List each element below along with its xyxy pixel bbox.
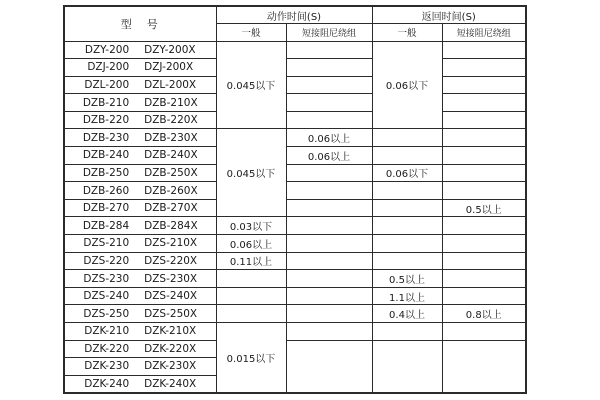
- model-name-right: DZB-220X: [144, 114, 198, 127]
- return-general-value-cell: 0.06以下: [372, 164, 442, 182]
- table-row: [64, 182, 526, 200]
- table-row: [64, 340, 526, 358]
- return-damped-empty-cell: [442, 129, 526, 147]
- action-general-empty-cell: [216, 305, 286, 323]
- action-damped-empty-cell: [286, 305, 372, 323]
- model-name-left: DZL-200: [84, 78, 130, 91]
- action-general-empty-cell: [216, 270, 286, 288]
- model-name-right: DZB-230X: [144, 131, 198, 144]
- return-damped-empty-cell: [442, 270, 526, 288]
- return-damped-empty-cell: [442, 59, 526, 77]
- return-general-empty-cell: [372, 147, 442, 165]
- table-row: [64, 129, 526, 147]
- model-name-right: DZS-220X: [144, 254, 198, 267]
- model-name-left: DZK-220: [84, 342, 130, 355]
- action-damped-empty-cell: [286, 182, 372, 200]
- table-row: [64, 270, 526, 288]
- table-row: [64, 287, 526, 305]
- return-damped-empty-cell: [442, 164, 526, 182]
- return-damped-value-cell: 0.5以上: [442, 199, 526, 217]
- action-damped-empty-cell: [286, 252, 372, 270]
- action-general-value-cell: 0.045以下: [216, 129, 286, 217]
- return-general-empty-cell: [372, 199, 442, 217]
- model-cell: [64, 270, 216, 288]
- table-row: [64, 147, 526, 165]
- model-cell: [64, 287, 216, 305]
- model-name-left: DZB-220: [82, 114, 130, 127]
- header-row-groups: [64, 6, 526, 24]
- table-row: [64, 199, 526, 217]
- return-general-empty-cell: [372, 323, 442, 341]
- return-damped-empty-cell: [442, 94, 526, 112]
- table-row: [64, 76, 526, 94]
- model-name-left: DZB-284: [82, 219, 130, 232]
- action-damped-empty-cell: [286, 111, 372, 129]
- model-name-right: DZB-250X: [144, 166, 198, 179]
- model-cell: [64, 358, 216, 376]
- table-row: [64, 217, 526, 235]
- action-damped-empty-cell: [286, 340, 372, 393]
- model-name-right: DZK-230X: [144, 360, 197, 373]
- action-general-value-cell: 0.06以上: [216, 235, 286, 253]
- table-row: [64, 111, 526, 129]
- model-name-left: DZK-240: [84, 377, 130, 390]
- action-damped-empty-cell: [286, 323, 372, 341]
- table-row: [64, 41, 526, 59]
- return-general-header: 一般: [372, 24, 442, 42]
- return-damped-empty-cell: [442, 235, 526, 253]
- model-cell: [64, 164, 216, 182]
- return-damped-empty-cell: [442, 252, 526, 270]
- table-row: [64, 252, 526, 270]
- return-damped-value-cell: 0.8以上: [442, 305, 526, 323]
- return-damped-empty-cell: [442, 323, 526, 341]
- model-name-left: DZS-240: [83, 290, 130, 303]
- model-cell: [64, 305, 216, 323]
- return-damped-winding-header: 短接阻尼绕组: [442, 24, 526, 42]
- model-cell: [64, 94, 216, 112]
- return-damped-empty-cell: [442, 182, 526, 200]
- action-damped-value-cell: 0.06以上: [286, 147, 372, 165]
- model-name-right: DZJ-200X: [144, 61, 194, 74]
- table-row: [64, 59, 526, 77]
- model-name-left: DZS-220: [83, 254, 130, 267]
- return-general-value-cell: 1.1以上: [372, 287, 442, 305]
- model-name-right: DZS-230X: [144, 272, 198, 285]
- model-cell: [64, 252, 216, 270]
- return-general-empty-cell: [372, 252, 442, 270]
- model-name-left: DZK-210: [84, 325, 130, 338]
- return-time-group-header: 返回时间(S): [372, 6, 526, 24]
- table-row: [64, 94, 526, 112]
- table-body: [64, 41, 526, 393]
- model-name-right: DZS-240X: [144, 290, 198, 303]
- return-general-empty-cell: [372, 129, 442, 147]
- action-general-value-cell: 0.11以上: [216, 252, 286, 270]
- model-cell: [64, 340, 216, 358]
- model-name-right: DZB-210X: [144, 96, 198, 109]
- action-damped-empty-cell: [286, 59, 372, 77]
- model-cell: [64, 235, 216, 253]
- action-general-header: 一般: [216, 24, 286, 42]
- table-row: [64, 323, 526, 341]
- model-name-left: DZB-250: [82, 166, 130, 179]
- action-general-empty-cell: [216, 287, 286, 305]
- action-damped-empty-cell: [286, 235, 372, 253]
- model-name-right: DZB-240X: [144, 149, 198, 162]
- model-cell: [64, 59, 216, 77]
- action-damped-empty-cell: [286, 94, 372, 112]
- action-general-value-cell: 0.03以下: [216, 217, 286, 235]
- return-damped-empty-cell: [442, 217, 526, 235]
- model-name-left: DZB-260: [82, 184, 130, 197]
- model-name-right: DZK-220X: [144, 342, 197, 355]
- action-general-value-cell: 0.045以下: [216, 41, 286, 129]
- model-name-right: DZB-270X: [144, 202, 198, 215]
- return-general-value-cell: 0.5以上: [372, 270, 442, 288]
- action-damped-empty-cell: [286, 217, 372, 235]
- model-name-left: DZK-230: [84, 360, 130, 373]
- return-general-empty-cell: [372, 340, 442, 393]
- model-column-header: 型 号: [64, 6, 216, 41]
- return-general-empty-cell: [372, 182, 442, 200]
- return-damped-empty-cell: [442, 147, 526, 165]
- model-name-left: DZJ-200: [87, 61, 130, 74]
- model-name-right: DZB-260X: [144, 184, 198, 197]
- relay-spec-table: [63, 5, 527, 394]
- return-damped-empty-cell: [442, 287, 526, 305]
- table-row: [64, 164, 526, 182]
- model-name-left: DZY-200: [84, 43, 130, 56]
- action-damped-empty-cell: [286, 41, 372, 59]
- model-name-right: DZK-210X: [144, 325, 197, 338]
- table-row: [64, 305, 526, 323]
- action-damped-winding-header: 短接阻尼绕组: [286, 24, 372, 42]
- model-cell: [64, 199, 216, 217]
- model-cell: [64, 129, 216, 147]
- model-name-left: DZB-230: [82, 131, 130, 144]
- model-cell: [64, 76, 216, 94]
- model-name-right: DZB-284X: [144, 219, 198, 232]
- return-damped-empty-cell: [442, 340, 526, 393]
- model-cell: [64, 111, 216, 129]
- action-damped-empty-cell: [286, 287, 372, 305]
- action-damped-empty-cell: [286, 270, 372, 288]
- model-cell: [64, 147, 216, 165]
- return-general-value-cell: 0.4以上: [372, 305, 442, 323]
- model-name-left: DZS-210: [83, 237, 130, 250]
- model-cell: [64, 375, 216, 393]
- model-cell: [64, 182, 216, 200]
- model-cell: [64, 41, 216, 59]
- model-cell: [64, 323, 216, 341]
- model-name-right: DZK-240X: [144, 377, 197, 390]
- model-name-left: DZB-270: [82, 202, 130, 215]
- return-general-empty-cell: [372, 235, 442, 253]
- table-header: [64, 6, 526, 41]
- return-damped-empty-cell: [442, 111, 526, 129]
- model-name-right: DZS-250X: [144, 307, 198, 320]
- model-name-left: DZS-230: [83, 272, 130, 285]
- table-row: [64, 235, 526, 253]
- action-damped-empty-cell: [286, 164, 372, 182]
- model-name-right: DZS-210X: [144, 237, 198, 250]
- action-general-value-cell: 0.015以下: [216, 323, 286, 393]
- action-damped-empty-cell: [286, 199, 372, 217]
- model-name-right: DZY-200X: [144, 43, 196, 56]
- model-name-right: DZL-200X: [144, 78, 197, 91]
- model-name-left: DZB-240: [82, 149, 130, 162]
- return-damped-empty-cell: [442, 41, 526, 59]
- return-general-value-cell: 0.06以下: [372, 41, 442, 129]
- model-cell: [64, 217, 216, 235]
- action-time-group-header: 动作时间(S): [216, 6, 372, 24]
- action-damped-value-cell: 0.06以上: [286, 129, 372, 147]
- action-damped-empty-cell: [286, 76, 372, 94]
- model-name-left: DZB-210: [82, 96, 130, 109]
- return-damped-empty-cell: [442, 76, 526, 94]
- return-general-empty-cell: [372, 217, 442, 235]
- model-name-left: DZS-250: [83, 307, 130, 320]
